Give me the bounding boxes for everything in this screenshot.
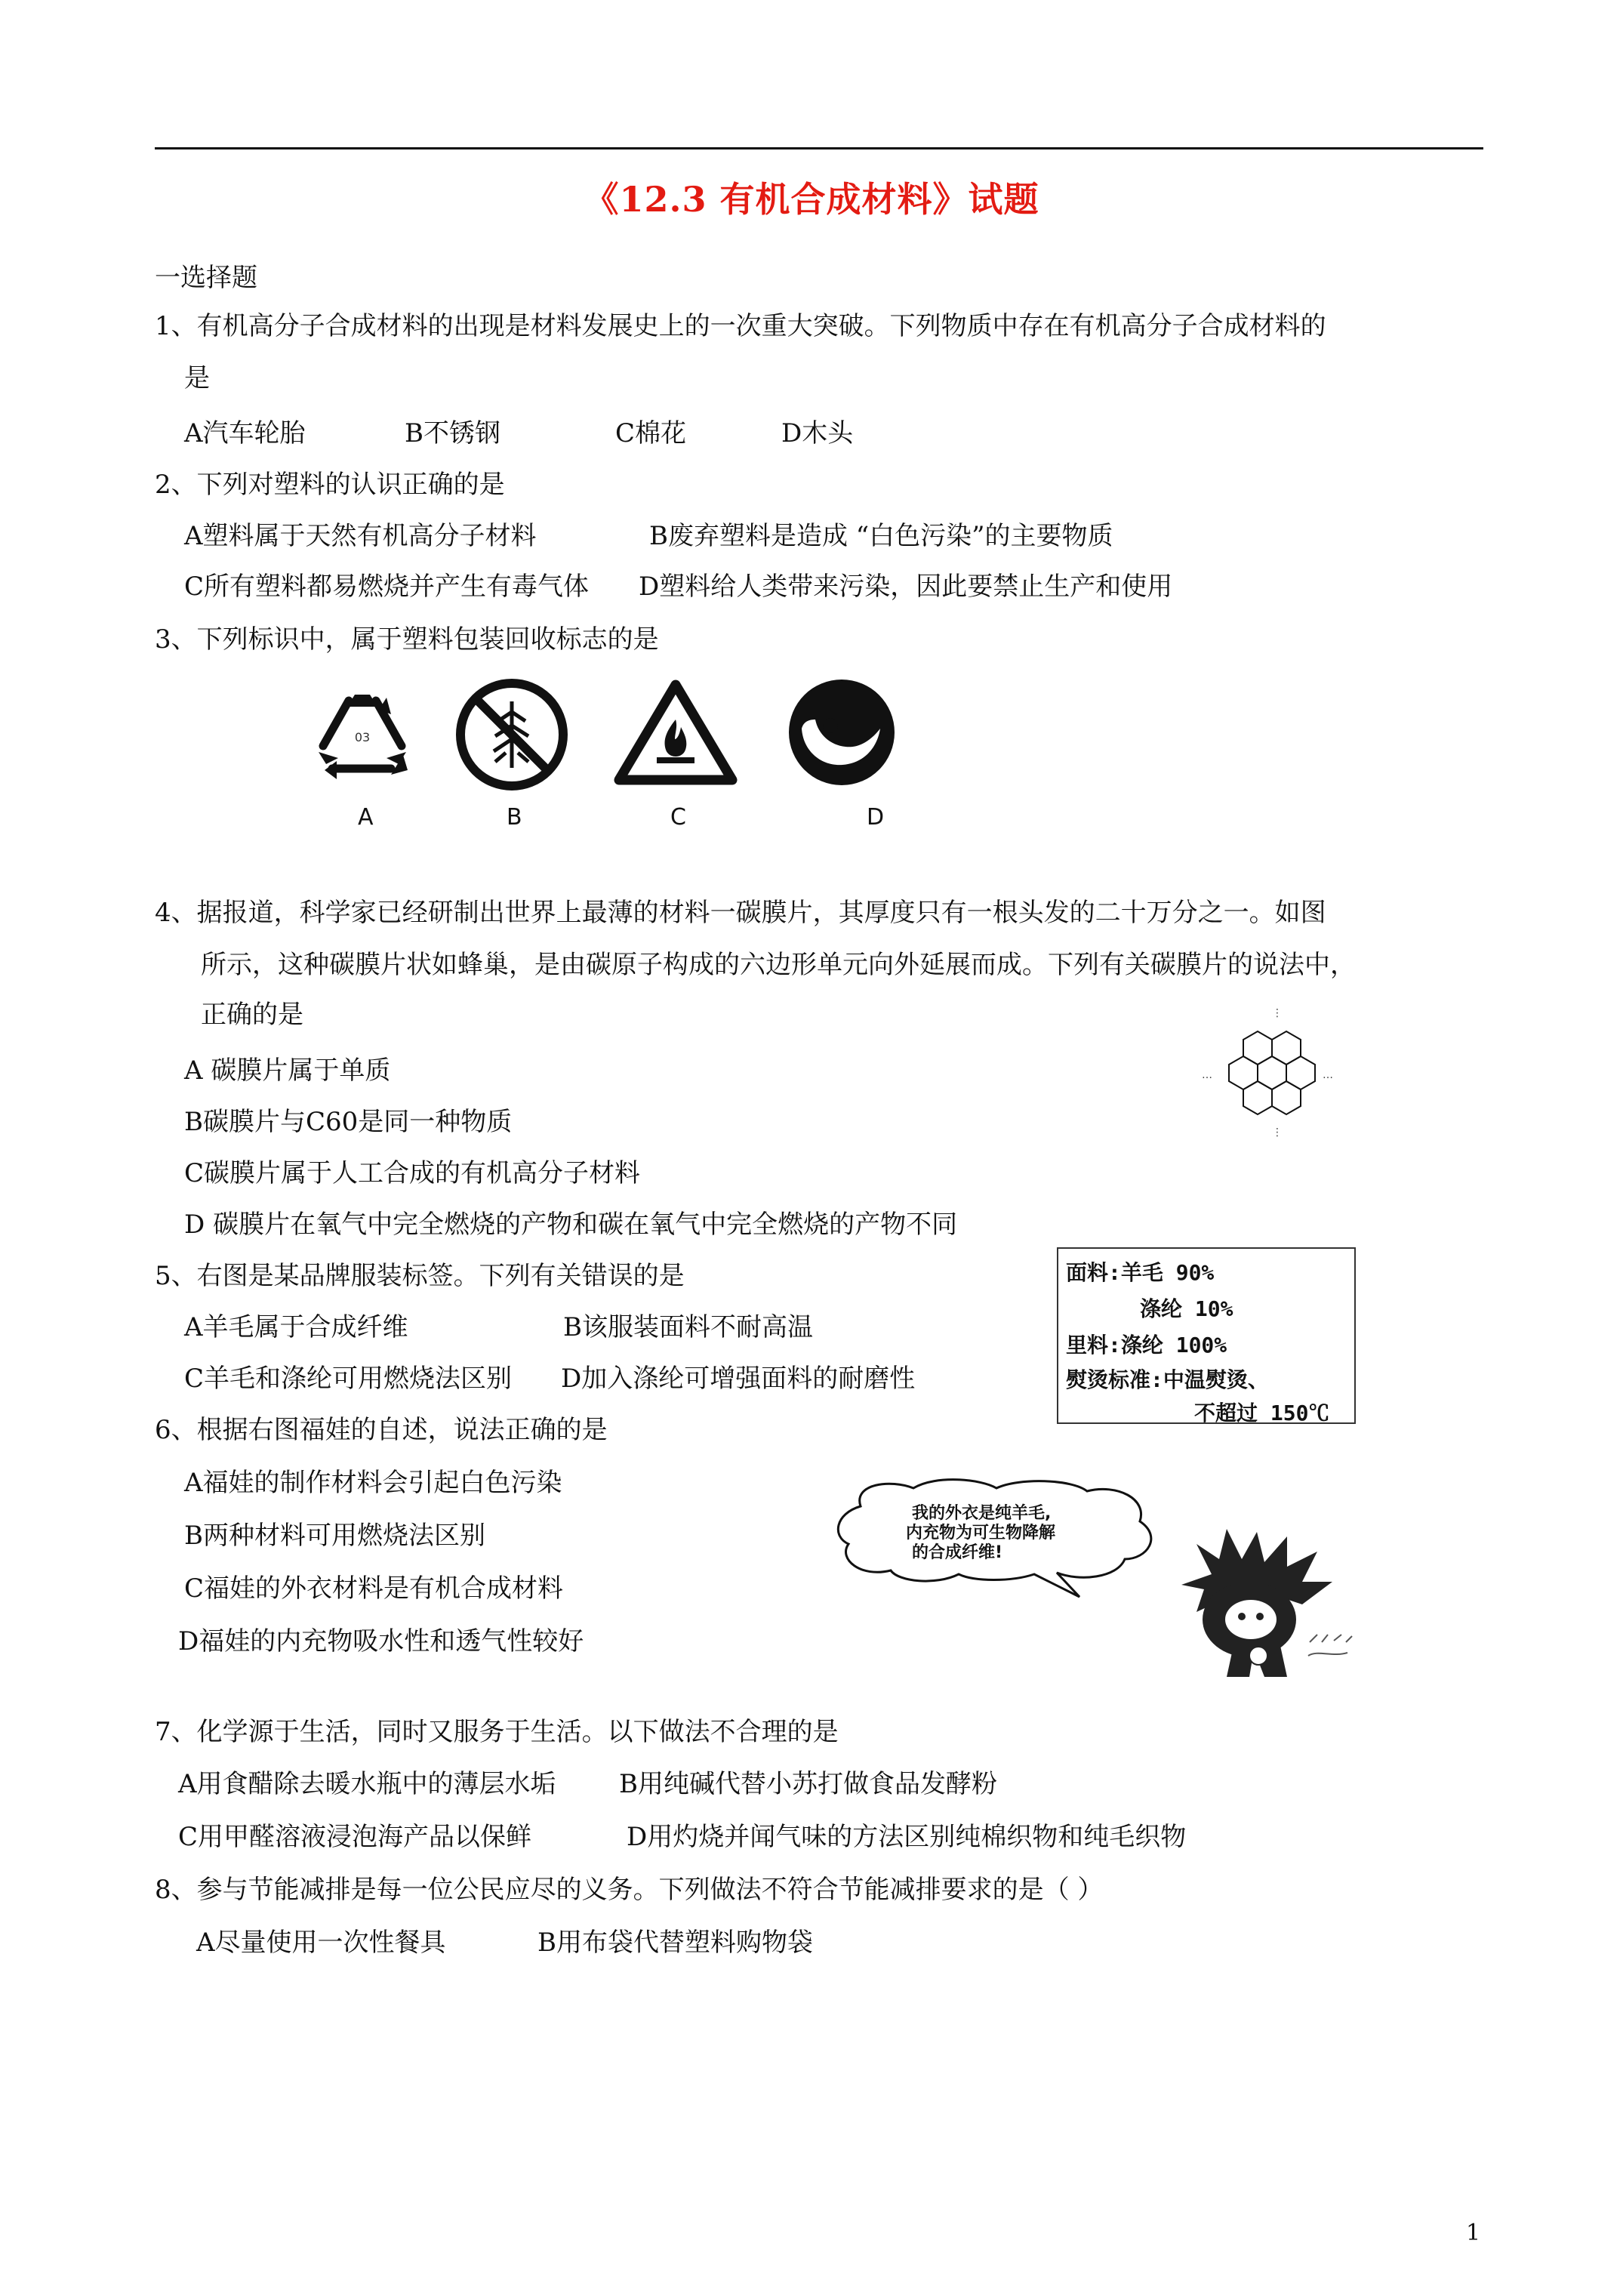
q5-option-a: A羊毛属于合成纤维 <box>184 1312 408 1342</box>
svg-text:⋮: ⋮ <box>1272 1009 1283 1019</box>
q6-option-b: B两种材料可用燃烧法区别 <box>184 1521 485 1551</box>
honeycomb-diagram <box>1194 1009 1368 1182</box>
q7-option-d: D用灼烧并闻气味的方法区别纯棉织物和纯毛织物 <box>627 1822 1187 1852</box>
q2-option-a: A塑料属于天然有机高分子材料 <box>184 521 537 551</box>
q5-stem: 5、右图是某品牌服装标签。下列有关错误的是 <box>155 1261 685 1291</box>
q5-option-b: B该服装面料不耐高温 <box>563 1312 813 1342</box>
label-line-2: 涤纶 10% <box>1140 1296 1233 1321</box>
q6-option-c: C福娃的外衣材料是有机合成材料 <box>184 1573 564 1604</box>
q4-option-b: B碳膜片与C60是同一种物质 <box>184 1107 513 1137</box>
q2-option-b: B废弃塑料是造成 “白色污染”的主要物质 <box>649 521 1113 551</box>
q1-stem-cont: 是 <box>184 363 210 393</box>
logo-label-d: D <box>867 804 885 831</box>
q8-stem: 8、参与节能减排是每一位公民应尽的义务。下列做法不符合节能减排要求的是（ ） <box>155 1875 1104 1905</box>
no-burning-icon <box>451 674 572 795</box>
fuwa-mascot-image <box>1166 1529 1378 1680</box>
q4-option-d: D 碳膜片在氧气中完全燃烧的产物和碳在氧气中完全燃烧的产物不同 <box>184 1210 958 1240</box>
q1-stem: 1、有机高分子合成材料的出现是材料发展史上的一次重大突破。下列物质中存在有机高分子合成材料的 <box>155 311 1326 341</box>
logo-label-c: C <box>670 804 686 831</box>
q7-stem: 7、化学源于生活，同时又服务于生活。以下做法不合理的是 <box>155 1717 839 1747</box>
logo-label-b: B <box>507 804 522 831</box>
svg-text:的合成纤维!: 的合成纤维! <box>912 1543 1003 1562</box>
label-line-5: 不超过 150℃ <box>1194 1401 1330 1425</box>
flammable-warning-icon <box>611 676 740 789</box>
page-title: 《12.3 有机合成材料》试题 <box>584 179 1039 220</box>
q1-option-a: A汽车轮胎 <box>184 418 306 448</box>
page-number: 1 <box>1466 2220 1481 2246</box>
svg-text:内充物为可生物降解: 内充物为可生物降解 <box>906 1524 1056 1542</box>
q6-option-a: A福娃的制作材料会引起白色污染 <box>184 1468 562 1498</box>
q1-option-b: B不锈钢 <box>405 418 500 448</box>
q6-option-d: D福娃的内充物吸水性和透气性较好 <box>178 1626 584 1657</box>
svg-text:03: 03 <box>354 730 371 744</box>
q6-stem: 6、根据右图福娃的自述，说法正确的是 <box>155 1415 608 1445</box>
label-line-4: 熨烫标准:中温熨烫、 <box>1066 1367 1269 1392</box>
recycle-icon <box>302 680 423 793</box>
q5-option-c: C羊毛和涤纶可用燃烧法区别 <box>184 1364 513 1394</box>
circular-logo-icon <box>785 676 898 789</box>
q7-option-a: A用食醋除去暖水瓶中的薄层水垢 <box>178 1769 556 1799</box>
q2-option-c: C所有塑料都易燃烧并产生有毒气体 <box>184 572 590 602</box>
clothing-label <box>1057 1247 1356 1424</box>
q4-option-a: A 碳膜片属于单质 <box>184 1056 391 1086</box>
q5-option-d: D加入涤纶可增强面料的耐磨性 <box>561 1364 916 1394</box>
q8-option-a: A尽量使用一次性餐具 <box>196 1928 446 1958</box>
section-heading: 一选择题 <box>155 263 257 293</box>
svg-text:⋮: ⋮ <box>1272 1126 1283 1139</box>
q4-stem-line2: 所示，这种碳膜片状如蜂巢，是由碳原子构成的六边形单元向外延展而成。下列有关碳膜片的说法中， <box>201 950 1356 980</box>
svg-text:我的外衣是纯羊毛,: 我的外衣是纯羊毛, <box>912 1504 1052 1523</box>
q4-option-c: C碳膜片属于人工合成的有机高分子材料 <box>184 1158 641 1188</box>
label-line-3: 里料:涤纶 100% <box>1066 1333 1227 1358</box>
speech-bubble <box>830 1476 1178 1604</box>
q2-option-d: D塑料给人类带来污染，因此要禁止生产和使用 <box>639 572 1173 602</box>
q4-stem: 4、据报道，科学家已经研制出世界上最薄的材料一碳膜片，其厚度只有一根头发的二十万分之一。如图 <box>155 898 1326 928</box>
q8-option-b: B用布袋代替塑料购物袋 <box>537 1928 813 1958</box>
label-line-1: 面料:羊毛 90% <box>1066 1260 1215 1285</box>
q7-option-b: B用纯碱代替小苏打做食品发酵粉 <box>619 1769 997 1799</box>
logo-label-a: A <box>358 804 374 831</box>
svg-text:…: … <box>1323 1069 1333 1081</box>
q1-option-c: C棉花 <box>615 418 687 448</box>
q4-stem-line3: 正确的是 <box>201 1000 303 1030</box>
q1-option-d: D木头 <box>781 418 854 448</box>
q2-stem: 2、下列对塑料的认识正确的是 <box>155 470 505 500</box>
header-rule <box>155 147 1483 149</box>
q3-stem: 3、下列标识中，属于塑料包装回收标志的是 <box>155 624 659 655</box>
svg-text:…: … <box>1202 1069 1212 1081</box>
q7-option-c: C用甲醛溶液浸泡海产品以保鲜 <box>178 1822 532 1852</box>
